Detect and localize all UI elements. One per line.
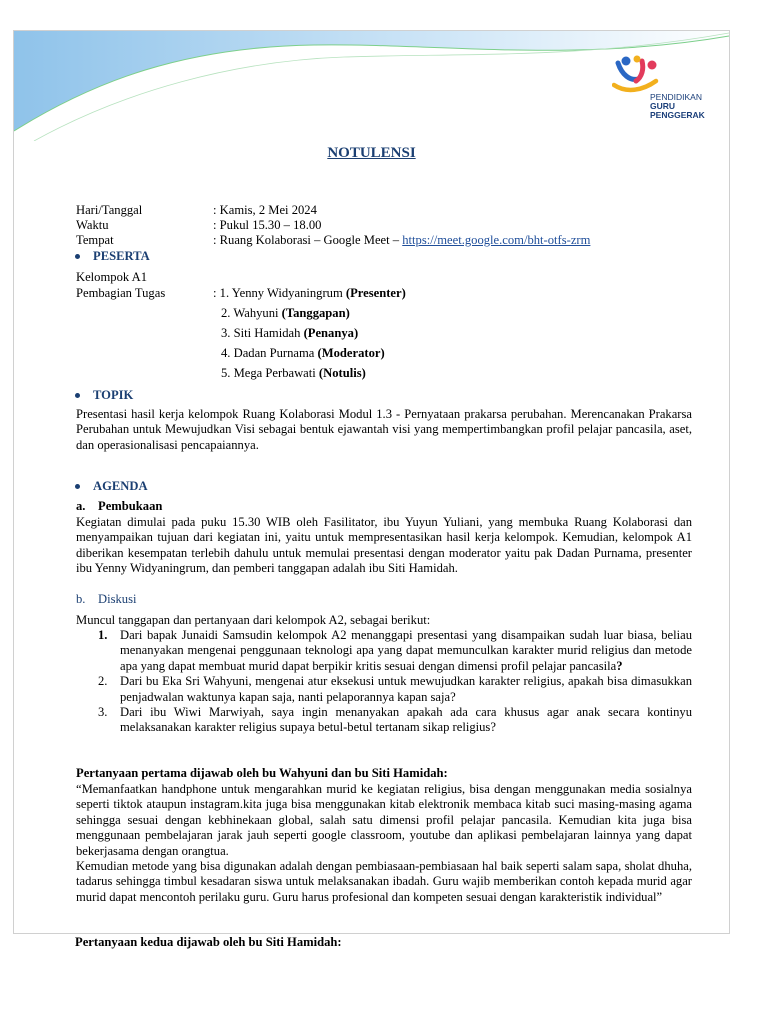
logo-text-line1: PENDIDIKAN bbox=[650, 92, 702, 102]
pembukaan-heading bbox=[76, 499, 163, 514]
pembukaan-title: Pembukaan bbox=[98, 499, 163, 513]
member-item bbox=[221, 346, 385, 361]
waktu-label: Waktu bbox=[76, 218, 109, 232]
pembagian-tugas-label: Pembagian Tugas bbox=[76, 286, 166, 300]
list-item bbox=[76, 705, 692, 736]
list-item bbox=[76, 674, 692, 705]
member-name: 2. Wahyuni bbox=[221, 306, 282, 320]
waktu-value: : Pukul 15.30 – 18.00 bbox=[213, 218, 322, 232]
diskusi-intro: Muncul tanggapan dan pertanyaan dari kelompok A2, sebagai berikut: bbox=[76, 613, 431, 627]
list-item-number: 3. bbox=[98, 705, 108, 720]
tempat-value bbox=[213, 233, 590, 248]
member-role: (Notulis) bbox=[318, 366, 366, 380]
pembukaan-paragraph: Kegiatan dimulai pada puku 15.30 WIB oleh Fasilitator, ibu Yuyun Yuliani, yang membuka Ruang Kolaborasi dan menyampaikan tujuan dari kegiatan ini, yaitu untuk mempresentasikan hasil kerja kelompok. Kemudian, kelompok A1 diberikan kesempatan terlebih dahulu untuk memulai presentasi dengan moderator yaitu pak Dadan Purnama, presenter ibu Yenny Widyaningrum, dan pemberi tanggapan adalah ibu Siti Hamidah. bbox=[76, 515, 692, 576]
peserta-heading bbox=[75, 249, 150, 264]
diskusi-heading bbox=[76, 592, 137, 607]
diskusi-title: Diskusi bbox=[98, 592, 137, 606]
logo-figures-icon bbox=[612, 55, 664, 95]
peserta-heading-text: PESERTA bbox=[93, 249, 150, 263]
logo-text-line3: PENGGERAK bbox=[650, 110, 705, 120]
kelompok-label: Kelompok A1 bbox=[76, 270, 148, 284]
document-page bbox=[13, 30, 730, 934]
bullet-icon bbox=[75, 484, 80, 489]
member-name: 5. Mega Perbawati bbox=[221, 366, 319, 380]
diskusi-list bbox=[76, 628, 692, 736]
list-item-number: 2. bbox=[98, 674, 108, 689]
member-role: (Presenter) bbox=[345, 286, 406, 300]
tempat-text: : Ruang Kolaborasi – Google Meet – bbox=[213, 233, 403, 247]
hari-tanggal-label: Hari/Tanggal bbox=[76, 203, 143, 217]
list-item-number: 1. bbox=[98, 628, 108, 642]
tempat-label: Tempat bbox=[76, 233, 114, 247]
member-item bbox=[221, 306, 350, 321]
member-name: : 1. Yenny Widyaningrum bbox=[213, 286, 346, 300]
member-item bbox=[213, 286, 406, 301]
bullet-icon bbox=[75, 254, 80, 259]
jawaban-pertama-heading: Pertanyaan pertama dijawab oleh bu Wahyuni dan bu Siti Hamidah: bbox=[76, 766, 448, 780]
bullet-icon bbox=[75, 393, 80, 398]
hari-tanggal-value: : Kamis, 2 Mei 2024 bbox=[213, 203, 317, 217]
jawaban-pertama-paragraph2: Kemudian metode yang bisa digunakan adalah dengan pembiasaan-pembiasaan hal baik seperti salam sapa, sholat dhuha, tadarus sehingga timbul kesadaran siswa untuk melaksanakan ibadah. Guru wajib memberikan contoh kepada murid agar murid dapat mencontoh perilaku guru. Guru harus profesional dan kompeten sesuai dengan karakteristik individual” bbox=[76, 859, 692, 904]
topik-heading-text: TOPIK bbox=[93, 388, 134, 402]
member-name: 3. Siti Hamidah bbox=[221, 326, 304, 340]
pembukaan-marker: a. bbox=[76, 499, 86, 513]
topik-paragraph: Presentasi hasil kerja kelompok Ruang Kolaborasi Modul 1.3 - Pernyataan prakarsa perubahan. Merencanakan Prakarsa Perubahan untuk Mewujudkan Visi sebagai bentuk ejawantah visi yang mempertimbangkan profil pelajar pancasila, aset, dan operasionalisasi pencapaiannya. bbox=[76, 407, 692, 452]
agenda-heading-text: AGENDA bbox=[93, 479, 148, 493]
member-item bbox=[221, 326, 358, 341]
diskusi-marker: b. bbox=[76, 592, 86, 606]
member-role: (Tanggapan) bbox=[281, 306, 350, 320]
list-item-text: Dari bapak Junaidi Samsudin kelompok A2 menanggapi presentasi yang disampaikan sudah luar biasa, beliau menanyakan mengenai penggunaan teknologi apa yang dapat memunculkan karakter murid religius dan metode apa yang dapat membuat murid dapat berpikir kritis sesuai dengan dimensi profil pelajar pancasila bbox=[120, 628, 692, 673]
member-item bbox=[221, 366, 366, 381]
list-item-text: Dari bu Eka Sri Wahyuni, mengenai atur eksekusi untuk mewujudkan karakter religius, apakah bisa dimasukkan penjadwalan waktunya kapan saja, nanti pelaporannya kapan saja? bbox=[120, 674, 692, 704]
agenda-heading bbox=[75, 479, 148, 494]
list-item-text: Dari ibu Wiwi Marwiyah, saya ingin menanyakan apakah ada cara khusus agar anak secara kontinyu melaksanakan karakter religius supaya betul-betul tertanam sikap religius? bbox=[120, 705, 692, 735]
logo-text-line2: GURU bbox=[650, 101, 676, 111]
jawaban-kedua-heading: Pertanyaan kedua dijawab oleh bu Siti Hamidah: bbox=[75, 935, 342, 949]
list-item-end: ? bbox=[616, 658, 623, 673]
document-title: NOTULENSI bbox=[327, 145, 416, 161]
jawaban-pertama-paragraph1: “Memanfaatkan handphone untuk mengarahkan murid ke kegiatan religius, bisa dengan menggunakan media sosialnya seperti tiktok ataupun instagram.kita juga bisa menggunakan kitab elektronik membaca kitab suci masing-masing agama sehingga sesuai dengan kebhinekaan global, salah satu dimensi profil pelajar pancasila. Kemudian kita juga bisa menggunaan pembelajaran jarak jauh seperti google classroom, youtube dan aplikasi pembelajaran lainnya yang dapat bekerjasama dengan orangtua. bbox=[76, 782, 692, 858]
member-name: 4. Dadan Purnama bbox=[221, 346, 318, 360]
pendidikan-guru-penggerak-logo bbox=[612, 55, 712, 120]
meet-link[interactable]: https://meet.google.com/bht-otfs-zrm bbox=[402, 233, 591, 247]
member-role: (Penanya) bbox=[303, 326, 359, 340]
member-role: (Moderator) bbox=[317, 346, 385, 360]
list-item bbox=[76, 628, 692, 674]
topik-heading bbox=[75, 388, 133, 403]
